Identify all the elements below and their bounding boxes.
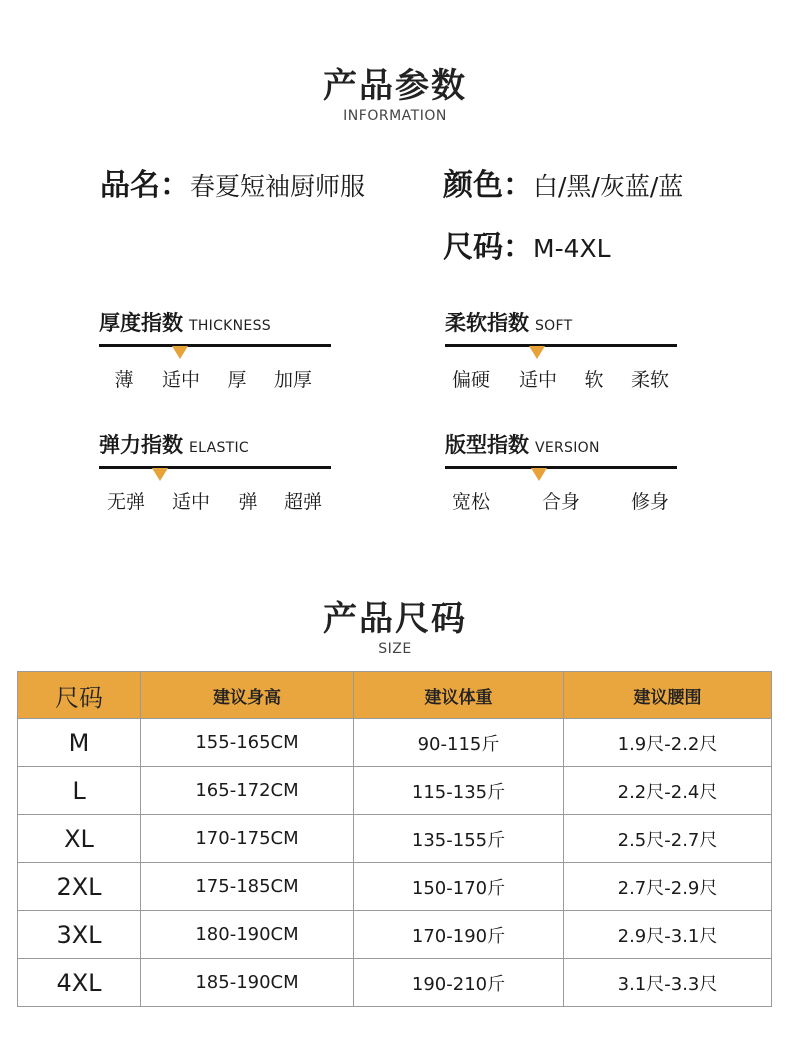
table-cell: XL bbox=[18, 815, 141, 863]
elastic-option: 适中 bbox=[171, 491, 211, 513]
elastic-option: 弹 bbox=[238, 491, 258, 513]
table-cell: 3XL bbox=[18, 911, 141, 959]
size-table-header: 尺码 bbox=[18, 672, 141, 719]
version-en: VERSION bbox=[535, 440, 600, 456]
table-cell: L bbox=[18, 767, 141, 815]
version-title: 版型指数 bbox=[445, 433, 529, 457]
elastic-marker-icon bbox=[152, 468, 168, 481]
thickness-marker-icon bbox=[172, 346, 188, 359]
softness-option: 偏硬 bbox=[451, 369, 491, 391]
product-size-value: M-4XL bbox=[533, 234, 611, 263]
table-cell: 190-210斤 bbox=[354, 959, 564, 1007]
elastic-title: 弹力指数 bbox=[99, 433, 183, 457]
product-name-row bbox=[100, 160, 365, 204]
thickness-option: 加厚 bbox=[273, 369, 313, 391]
size-table-header: 建议身高 bbox=[141, 672, 354, 719]
size-table-header: 建议腰围 bbox=[564, 672, 772, 719]
table-cell: 4XL bbox=[18, 959, 141, 1007]
thickness-scale-line bbox=[99, 344, 331, 347]
table-cell: 175-185CM bbox=[141, 863, 354, 911]
table-cell: 2.2尺-2.4尺 bbox=[564, 767, 772, 815]
softness-en: SOFT bbox=[535, 318, 573, 334]
elastic-scale-line bbox=[99, 466, 331, 469]
table-row bbox=[18, 815, 772, 863]
elastic-index bbox=[99, 429, 333, 519]
table-cell: 155-165CM bbox=[141, 719, 354, 767]
size-table-header-row bbox=[18, 672, 772, 719]
version-marker-icon bbox=[531, 468, 547, 481]
table-cell: 2.5尺-2.7尺 bbox=[564, 815, 772, 863]
table-cell: 2XL bbox=[18, 863, 141, 911]
version-scale-line bbox=[445, 466, 677, 469]
table-cell: 3.1尺-3.3尺 bbox=[564, 959, 772, 1007]
elastic-option: 无弹 bbox=[106, 491, 146, 513]
table-row bbox=[18, 863, 772, 911]
table-cell: 115-135斤 bbox=[354, 767, 564, 815]
table-row bbox=[18, 911, 772, 959]
table-cell: 185-190CM bbox=[141, 959, 354, 1007]
table-cell: 1.9尺-2.2尺 bbox=[564, 719, 772, 767]
product-color-label: 颜色： bbox=[443, 168, 533, 203]
elastic-option: 超弹 bbox=[283, 491, 323, 513]
softness-option: 柔软 bbox=[630, 369, 670, 391]
size-table-header: 建议体重 bbox=[354, 672, 564, 719]
table-cell: 150-170斤 bbox=[354, 863, 564, 911]
table-cell: 165-172CM bbox=[141, 767, 354, 815]
thickness-option: 适中 bbox=[161, 369, 201, 391]
softness-index bbox=[445, 307, 679, 397]
thickness-title: 厚度指数 bbox=[99, 311, 183, 335]
product-name-label: 品名： bbox=[100, 168, 190, 203]
version-option: 合身 bbox=[541, 491, 581, 513]
info-section-title: 产品参数 bbox=[323, 66, 467, 106]
size-section-title: 产品尺码 bbox=[323, 599, 467, 639]
product-name-value: 春夏短袖厨师服 bbox=[190, 172, 366, 201]
softness-option: 软 bbox=[584, 369, 604, 391]
info-section-subtitle: INFORMATION bbox=[343, 108, 447, 124]
size-table bbox=[17, 671, 772, 1007]
thickness-option: 薄 bbox=[114, 369, 134, 391]
thickness-option: 厚 bbox=[227, 369, 247, 391]
table-cell: 180-190CM bbox=[141, 911, 354, 959]
version-option: 宽松 bbox=[451, 491, 491, 513]
size-section-subtitle: SIZE bbox=[378, 641, 412, 657]
product-size-label: 尺码： bbox=[443, 230, 533, 265]
version-option: 修身 bbox=[630, 491, 670, 513]
softness-option: 适中 bbox=[518, 369, 558, 391]
softness-marker-icon bbox=[529, 346, 545, 359]
softness-scale-line bbox=[445, 344, 677, 347]
table-row bbox=[18, 767, 772, 815]
thickness-index bbox=[99, 307, 333, 397]
table-cell: 135-155斤 bbox=[354, 815, 564, 863]
table-cell: 90-115斤 bbox=[354, 719, 564, 767]
product-color-row bbox=[443, 160, 683, 204]
table-cell: 2.9尺-3.1尺 bbox=[564, 911, 772, 959]
table-row bbox=[18, 959, 772, 1007]
elastic-en: ELASTIC bbox=[189, 440, 249, 456]
table-cell: 170-175CM bbox=[141, 815, 354, 863]
table-row bbox=[18, 719, 772, 767]
softness-title: 柔软指数 bbox=[445, 311, 529, 335]
product-color-value: 白/黑/灰蓝/蓝 bbox=[533, 172, 684, 201]
version-index bbox=[445, 429, 679, 519]
thickness-en: THICKNESS bbox=[189, 318, 271, 334]
table-cell: 170-190斤 bbox=[354, 911, 564, 959]
table-cell: M bbox=[18, 719, 141, 767]
table-cell: 2.7尺-2.9尺 bbox=[564, 863, 772, 911]
product-size-row bbox=[443, 222, 611, 266]
